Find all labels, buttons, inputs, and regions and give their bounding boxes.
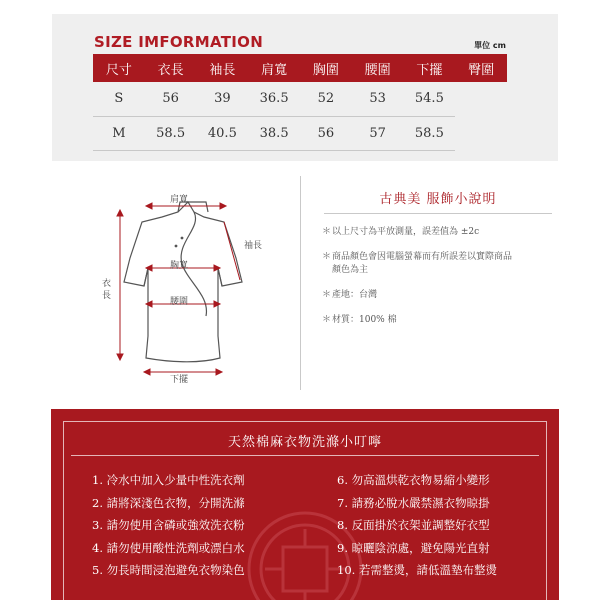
note-item	[318, 226, 558, 239]
table-cell: 52	[300, 82, 352, 116]
size-table-header	[93, 54, 507, 82]
hem-label: 下擺	[170, 375, 189, 385]
care-item: 6. 勿高溫烘乾衣物易縮小變形	[337, 473, 490, 487]
bullet-icon: ＊	[322, 290, 332, 300]
size-table	[93, 54, 507, 151]
size-unit: 單位 cm	[474, 41, 506, 50]
bullet-icon: ＊	[322, 252, 332, 262]
header-cell: 肩寬	[248, 54, 300, 82]
note-text: 產地：台灣	[332, 290, 378, 300]
notes-title: 古典美 服飾小說明	[379, 192, 497, 207]
section-divider	[300, 176, 301, 390]
length-label: 衣長	[102, 279, 112, 301]
header-cell: 胸圍	[300, 54, 352, 82]
table-cell: 40.5	[197, 116, 249, 150]
care-item: 5. 勿長時間浸泡避免衣物染色	[92, 563, 245, 577]
chest-label: 胸寬	[170, 261, 189, 271]
header-cell: 臀圍	[455, 54, 507, 82]
bullet-icon: ＊	[322, 227, 332, 237]
care-list-right	[337, 469, 547, 582]
table-cell: 56	[145, 82, 197, 116]
garment-outline	[98, 186, 274, 391]
table-cell: 58.5	[404, 116, 456, 150]
notes-divider	[324, 213, 552, 214]
table-cell: 58.5	[145, 116, 197, 150]
table-row	[93, 82, 507, 116]
note-text: 以上尺寸為平放測量，誤差值為 ±2c	[332, 227, 480, 237]
product-notes	[318, 188, 558, 339]
table-cell: 56	[300, 116, 352, 150]
table-cell: M	[93, 116, 145, 150]
care-list-left	[92, 469, 302, 582]
note-item	[318, 251, 518, 277]
header-cell: 腰圍	[352, 54, 404, 82]
header-cell: 衣長	[145, 54, 197, 82]
table-cell: 54.5	[404, 82, 456, 116]
sleeve-label: 袖長	[244, 241, 263, 251]
table-cell	[455, 82, 507, 116]
care-item: 1. 冷水中加入少量中性洗衣劑	[92, 473, 245, 487]
bullet-icon: ＊	[322, 315, 332, 325]
note-item	[318, 289, 558, 302]
note-item	[318, 314, 558, 327]
table-cell: 38.5	[248, 116, 300, 150]
shoulder-label: 肩寬	[170, 195, 189, 205]
table-cell: 53	[352, 82, 404, 116]
care-item: 8. 反面掛於衣架並調整好衣型	[337, 518, 490, 532]
care-item: 3. 請勿使用含磷或強效洗衣粉	[92, 518, 245, 532]
size-title: SIZE IMFORMATION	[94, 33, 264, 51]
garment-diagram	[98, 186, 274, 391]
note-text: 商品顏色會因電腦螢幕而有所誤差以實際商品顏色為主	[332, 252, 513, 275]
header-cell: 袖長	[197, 54, 249, 82]
header-cell: 尺寸	[93, 54, 145, 82]
waist-label: 腰圍	[170, 297, 189, 307]
table-cell: 57	[352, 116, 404, 150]
note-text: 材質：100% 棉	[332, 315, 397, 325]
table-cell	[455, 116, 507, 150]
care-divider	[71, 455, 539, 456]
care-title: 天然棉麻衣物洗滌小叮嚀	[227, 435, 382, 450]
care-item: 10. 若需整燙，請低溫墊布整燙	[337, 563, 497, 577]
table-row	[93, 116, 507, 150]
care-item: 4. 請勿使用酸性洗劑或漂白水	[92, 540, 245, 555]
table-cell: 39	[197, 82, 249, 116]
care-item: 2. 請將深淺色衣物，分開洗滌	[92, 495, 245, 510]
care-instructions-panel	[51, 409, 559, 600]
care-item: 9. 晾曬陰涼處，避免陽光直射	[337, 540, 490, 555]
care-item: 7. 請務必脫水嚴禁濕衣物晾掛	[337, 495, 490, 510]
size-info-panel	[52, 14, 558, 161]
table-cell: S	[93, 82, 145, 116]
table-cell: 36.5	[248, 82, 300, 116]
header-cell: 下擺	[404, 54, 456, 82]
